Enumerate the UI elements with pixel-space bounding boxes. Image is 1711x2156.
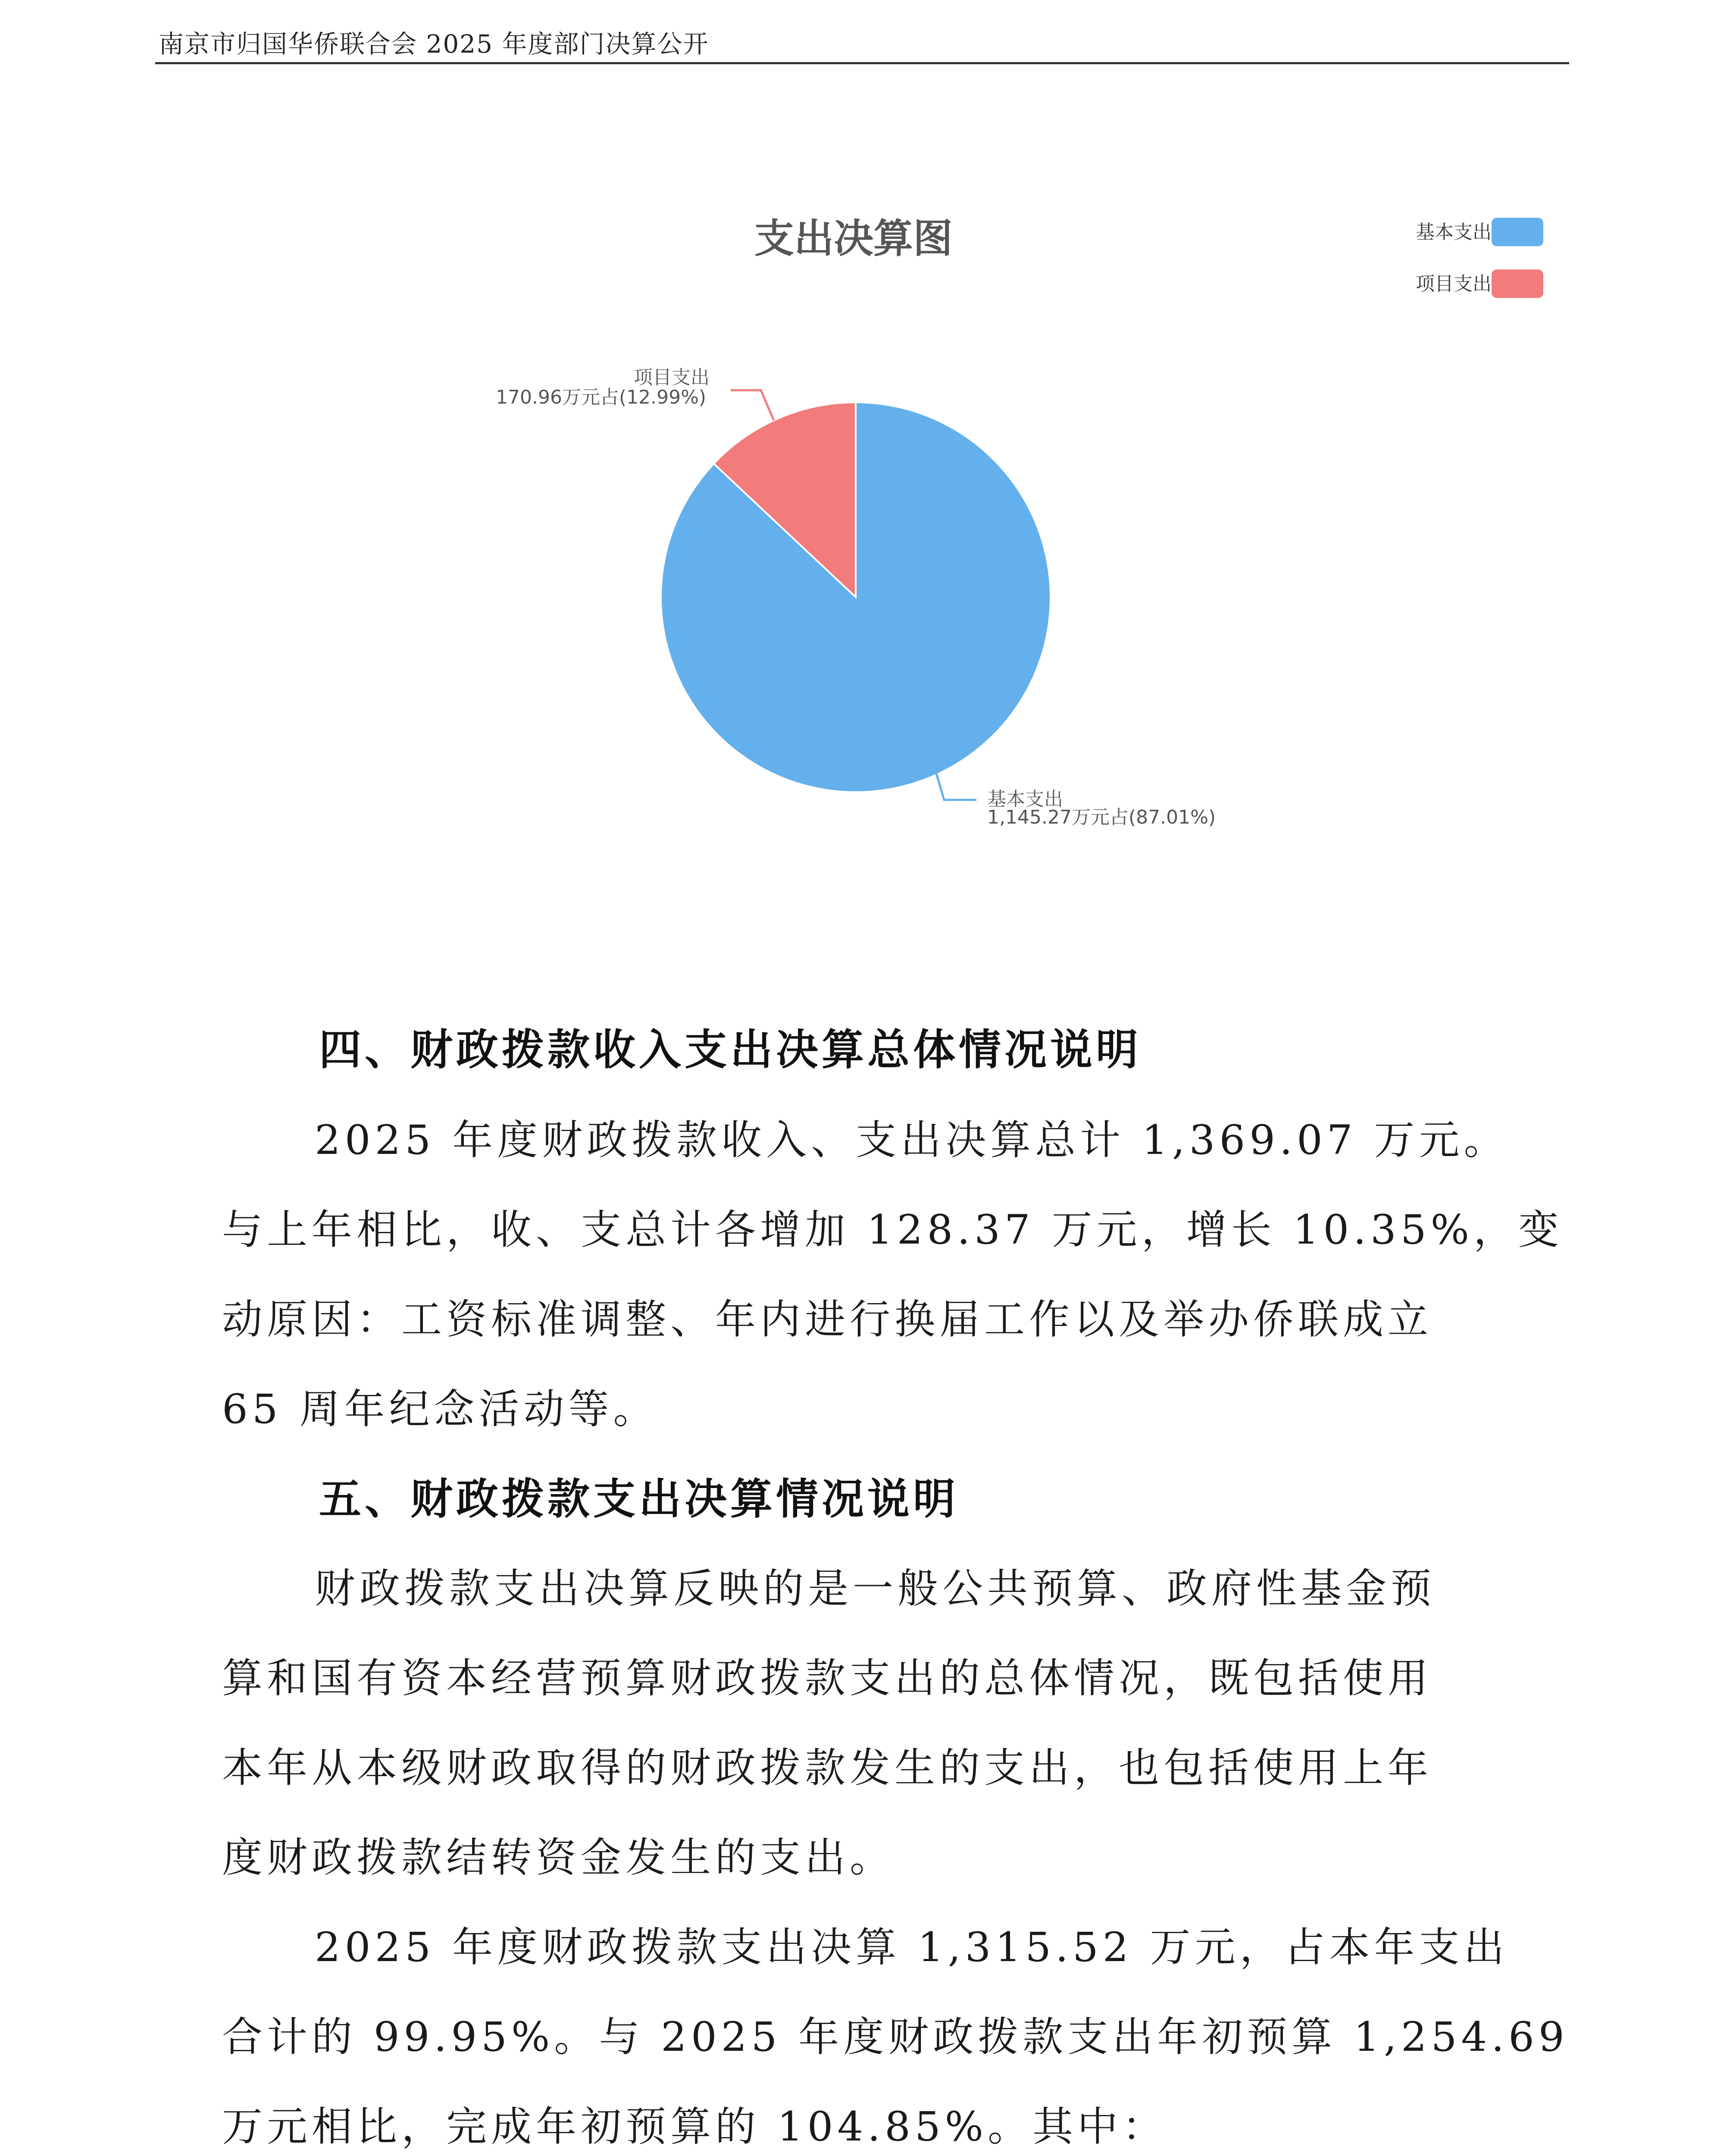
legend-label-project: 项目支出 [1416,273,1492,295]
slice-name-basic: 基本支出 [987,788,1063,810]
section5-para1-line: 度财政拨款结转资金发生的支出。 [222,1834,895,1881]
section5-para1-line: 本年从本级财政取得的财政拨款发生的支出，也包括使用上年 [222,1745,1433,1792]
section4-line: 2025 年度财政拨款收入、支出决算总计 1,369.07 万元。 [315,1117,1509,1164]
section5-para2-line: 合计的 99.95%。与 2025 年度财政拨款支出年初预算 1,254.69 [222,2014,1569,2061]
section4-line: 与上年相比，收、支总计各增加 128.37 万元，增长 10.35%，变 [222,1206,1563,1253]
section4-line: 65 周年纪念活动等。 [222,1386,658,1433]
section5-heading: 五、财政拨款支出决算情况说明 [319,1475,959,1524]
slice-name-project: 项目支出 [634,367,710,389]
chart-title: 支出决算图 [754,216,953,262]
section4-line: 动原因：工资标准调整、年内进行换届工作以及举办侨联成立 [222,1296,1433,1343]
section5-para2-line: 2025 年度财政拨款支出决算 1,315.52 万元，占本年支出 [315,1924,1509,1971]
pie-chart [0,0,1711,906]
slice-value-project: 170.96万元占(12.99%) [496,386,707,408]
section5-para1-line: 算和国有资本经营预算财政拨款支出的总体情况，既包括使用 [222,1655,1433,1702]
section5-para1-line: 财政拨款支出决算反映的是一般公共预算、政府性基金预 [315,1565,1436,1612]
section5-para2-line: 万元相比，完成年初预算的 104.85%。其中： [222,2103,1167,2150]
section4-heading: 四、财政拨款收入支出决算总体情况说明 [319,1025,1142,1075]
legend-label-basic: 基本支出 [1416,221,1492,243]
header-title: 南京市归国华侨联合会 2025 年度部门决算公开 [159,29,709,59]
leader-line-project [731,390,774,420]
slice-value-basic: 1,145.27万元占(87.01%) [987,806,1216,828]
